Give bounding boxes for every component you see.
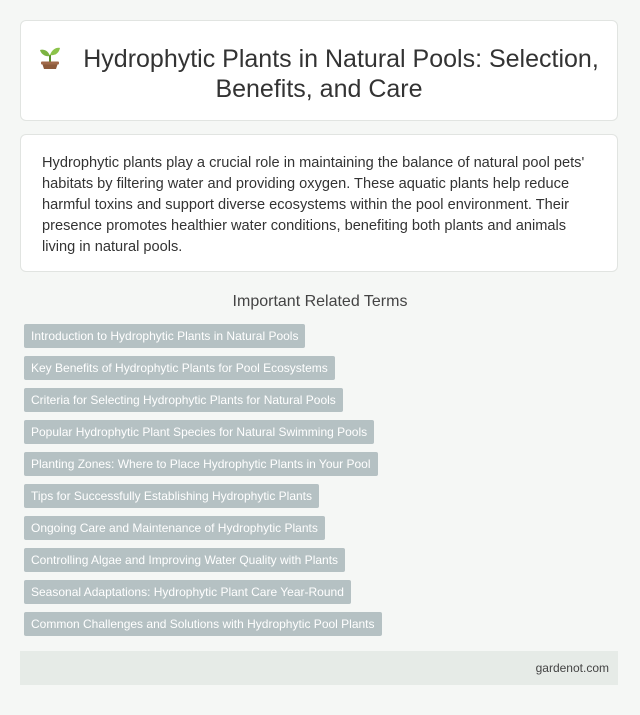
related-term-tag[interactable]: Introduction to Hydrophytic Plants in Natural Pools <box>24 324 305 348</box>
related-term-tag[interactable]: Key Benefits of Hydrophytic Plants for Pool Ecosystems <box>24 356 335 380</box>
related-term-tag[interactable]: Controlling Algae and Improving Water Quality with Plants <box>24 548 345 572</box>
related-term-tag[interactable]: Criteria for Selecting Hydrophytic Plants for Natural Pools <box>24 388 343 412</box>
related-term-tag[interactable]: Common Challenges and Solutions with Hydrophytic Pool Plants <box>24 612 382 636</box>
footer <box>20 651 618 685</box>
related-terms-heading: Important Related Terms <box>232 293 408 310</box>
header-card <box>20 20 618 121</box>
page-title <box>21 44 617 104</box>
related-term-tag[interactable]: Ongoing Care and Maintenance of Hydrophytic Plants <box>24 516 325 540</box>
footer-site-link[interactable]: gardenot.com <box>535 661 609 675</box>
intro-card <box>20 134 618 272</box>
title-line-2: Benefits, and Care <box>215 75 423 103</box>
related-term-tag[interactable]: Tips for Successfully Establishing Hydrophytic Plants <box>24 484 319 508</box>
related-term-tag[interactable]: Planting Zones: Where to Place Hydrophytic Plants in Your Pool <box>24 452 378 476</box>
related-term-tag[interactable]: Popular Hydrophytic Plant Species for Natural Swimming Pools <box>24 420 374 444</box>
title-line-1: Hydrophytic Plants in Natural Pools: Selection, <box>83 45 599 73</box>
related-term-tag[interactable]: Seasonal Adaptations: Hydrophytic Plant Care Year-Round <box>24 580 351 604</box>
intro-paragraph: Hydrophytic plants play a crucial role in maintaining the balance of natural pool pets' habitats by filtering water and providing oxygen. These aquatic plants help reduce harmful toxins and support diverse ecosystems within the pool environment. Their presence promotes healthier water conditions, benefiting both plants and animals living in natural pools. <box>42 155 585 255</box>
seedling-icon <box>39 44 61 70</box>
